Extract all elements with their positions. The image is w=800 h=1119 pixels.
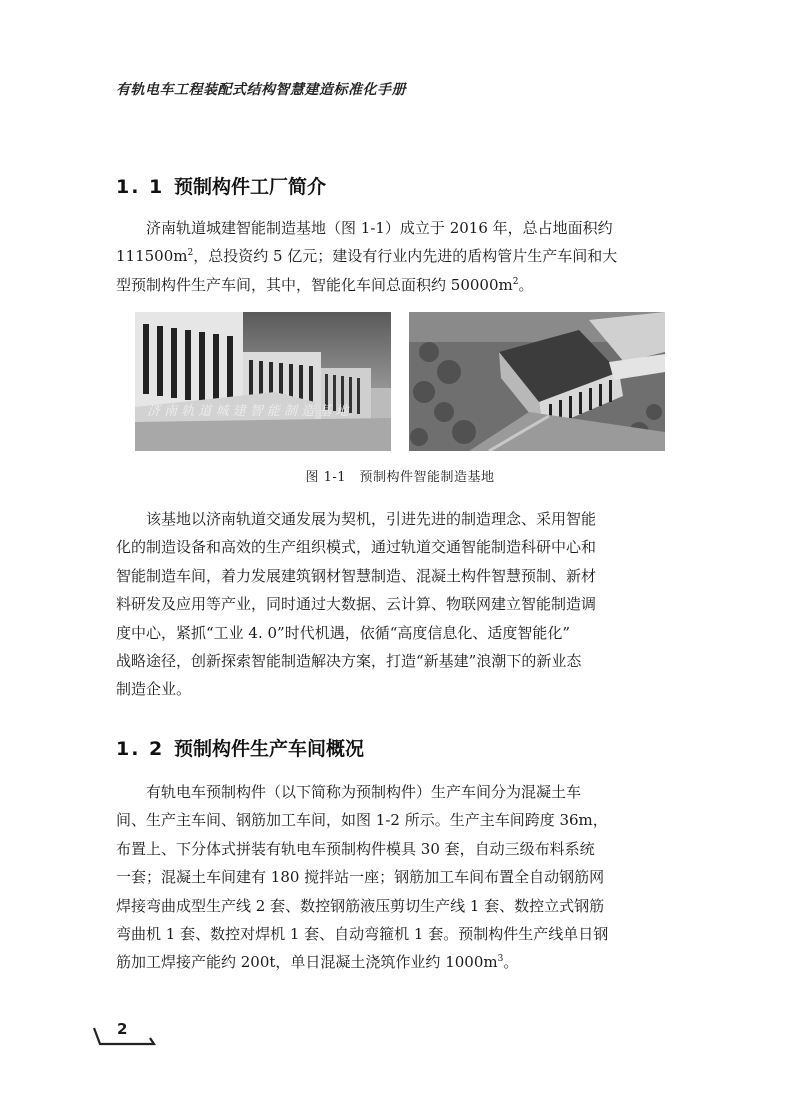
section-title: 预制构件生产车间概况 <box>174 738 365 760</box>
factory-photo-aerial <box>409 312 665 451</box>
text-line: 弯曲机 1 套、数控对焊机 1 套、自动弯箍机 1 套。预制构件生产线单日钢 <box>116 925 609 944</box>
text-line: 度中心，紧抓“工业 4. 0”时代机遇，依循“高度信息化、适度智能化” <box>116 623 571 642</box>
text-line <box>116 948 684 976</box>
text-fragment: 。 <box>518 275 534 294</box>
text-line: 战略途径，创新探索智能制造解决方案，打造“新基建”浪潮下的新业态 <box>116 652 582 671</box>
section-heading-1-2 <box>116 734 364 761</box>
superscript: 2 <box>512 276 519 287</box>
text-fragment: 型预制构件生产车间，其中，智能化车间总面积约 50000m <box>116 275 513 294</box>
text-line: 该基地以济南轨道交通发展为契机，引进先进的制造理念、采用智能 <box>146 510 597 528</box>
section-heading-1-1 <box>116 172 326 199</box>
text-line <box>116 271 684 299</box>
text-fragment: 。 <box>503 953 519 972</box>
intro-paragraph <box>116 214 684 299</box>
running-header: 有轨电车工程装配式结构智慧建造标准化手册 <box>116 82 406 98</box>
text-fragment: 筋加工焊接产能约 200t，单日混凝土浇筑作业约 1000m <box>116 953 498 972</box>
superscript: 2 <box>187 248 194 259</box>
page-number: 2 <box>117 1020 128 1038</box>
text-line: 有轨电车预制构件（以下简称为预制构件）生产车间分为混凝土车 <box>146 783 582 801</box>
workshop-paragraph <box>116 778 684 977</box>
text-line: 济南轨道城建智能制造基地（图 1-1）成立于 2016 年，总占地面积约 <box>146 219 613 237</box>
text-line: 智能制造车间，着力发展建筑钢材智慧制造、混凝土构件智慧预制、新材 <box>116 566 597 585</box>
section-number: 1. 1 <box>116 176 165 198</box>
svg-text:济 南 轨 道 城 建 智 能 制 造 基 地: 济 南 轨 道 城 建 智 能 制 造 基 地 <box>147 404 349 419</box>
text-line: 制造企业。 <box>116 680 192 699</box>
section-number: 1. 2 <box>116 738 165 760</box>
section-title: 预制构件工厂简介 <box>174 176 327 198</box>
figure-caption: 图 1-1 预制构件智能制造基地 <box>305 470 495 485</box>
text-line: 间、生产主车间、钢筋加工车间，如图 1-2 所示。生产主车间跨度 36m， <box>116 811 608 830</box>
text-line: 料研发及应用等产业，同时通过大数据、云计算、物联网建立智能制造调 <box>116 595 597 614</box>
text-line: 焊接弯曲成型生产线 2 套、数控钢筋液压剪切生产线 1 套、数控立式钢筋 <box>116 896 605 915</box>
text-line: 化的制造设备和高效的生产组织模式，通过轨道交通智能制造科研中心和 <box>116 538 597 557</box>
factory-photo-left <box>135 312 391 451</box>
base-description-paragraph <box>116 505 684 704</box>
text-fragment: 111500m <box>116 247 188 266</box>
superscript: 3 <box>497 954 504 965</box>
text-line: 布置上、下分体式拼装有轨电车预制构件模具 30 套，自动三级布料系统 <box>116 839 595 858</box>
text-fragment: ，总投资约 5 亿元；建设有行业内先进的盾构管片生产车间和大 <box>193 247 618 266</box>
text-line: 一套；混凝土车间建有 180 搅拌站一座；钢筋加工车间布置全自动钢筋网 <box>116 868 605 887</box>
text-line <box>116 242 684 270</box>
